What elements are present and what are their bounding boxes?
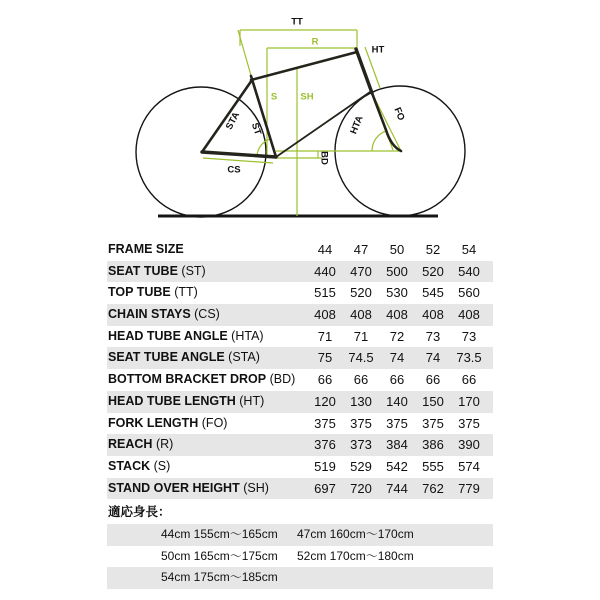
head-tube-angle-arc [372,131,386,151]
label-fo: FO [391,105,407,123]
value-size-47: 520 [350,285,372,301]
row-name: HEAD TUBE ANGLE [108,328,228,343]
value-size-50: 408 [386,307,408,323]
size-47: 47 [353,242,369,257]
seat-stay [202,80,252,152]
value-size-44: 515 [314,285,336,301]
row-name: STACK [108,458,151,473]
value-size-47: 130 [350,393,372,409]
fit-row-1 [107,524,493,546]
row-abbr: (S) [153,458,171,473]
spec-row-stand-over-height [107,478,493,500]
row-name: HEAD TUBE LENGTH [108,393,236,408]
value-size-54: 779 [458,480,480,496]
label-r: R [311,36,319,48]
value-size-44: 376 [314,437,336,453]
row-abbr: (CS) [194,307,220,322]
label-sh: SH [300,91,314,103]
value-size-44: 66 [317,372,333,388]
row-name: REACH [108,437,153,452]
size-50: 50 [389,242,405,257]
fit-row-3 [107,567,493,589]
value-size-50: 384 [386,437,408,453]
row-abbr: (R) [155,437,174,452]
label-s: S [270,91,278,103]
fit-entry: 52cm 170cm～180cm [297,548,414,563]
row-abbr: (ST) [181,263,206,278]
value-size-44: 697 [314,480,336,496]
chain-stay-dimension-line [203,158,273,163]
row-label [108,282,198,304]
row-name: SEAT TUBE ANGLE [108,350,225,365]
fit-height-heading-row [107,502,493,524]
fit-height-title: 適応身長： [108,505,171,520]
size-54: 54 [461,242,477,257]
size-52: 52 [425,242,441,257]
spec-row-top-tube [107,282,493,304]
value-size-50: 66 [389,372,405,388]
row-name: SEAT TUBE [108,263,178,278]
label-ht: HT [371,44,385,56]
value-size-47: 529 [350,458,372,474]
value-size-54: 390 [458,437,480,453]
row-label [108,391,264,413]
row-name: STAND OVER HEIGHT [108,480,240,495]
label-sta: STA [223,110,243,132]
spec-row-seat-tube [107,261,493,283]
row-abbr: (HT) [239,393,265,408]
value-size-54: 73.5 [456,350,482,366]
fit-row-2 [107,546,493,568]
value-size-52: 408 [422,307,444,323]
label-hta: HTA [348,114,366,136]
row-abbr: (HTA) [231,328,264,343]
value-size-52: 73 [425,328,441,344]
value-size-52: 66 [425,372,441,388]
value-size-54: 560 [458,285,480,301]
row-label [108,434,173,456]
value-size-47: 408 [350,307,372,323]
value-size-50: 500 [386,263,408,279]
label-tt: TT [291,16,303,28]
row-abbr: (STA) [228,350,260,365]
value-size-54: 574 [458,458,480,474]
value-size-52: 74 [425,350,441,366]
row-label [108,261,206,283]
fit-entry: 47cm 160cm～170cm [297,526,414,541]
value-size-52: 375 [422,415,444,431]
value-size-52: 545 [422,285,444,301]
row-name: BOTTOM BRACKET DROP [108,372,267,387]
row-name: CHAIN STAYS [108,307,191,322]
value-size-47: 375 [350,415,372,431]
fit-entry: 54cm 175cm～185cm [161,570,278,585]
row-abbr: (TT) [174,285,198,300]
diagram-labels [224,17,407,176]
value-size-54: 375 [458,415,480,431]
value-size-44: 75 [317,350,333,366]
fit-entry: 44cm 155cm～165cm [161,526,278,541]
value-size-54: 540 [458,263,480,279]
value-size-50: 542 [386,458,408,474]
row-label [108,369,295,391]
value-size-47: 74.5 [348,350,374,366]
value-size-54: 408 [458,307,480,323]
geometry-table [107,239,493,589]
value-size-52: 520 [422,263,444,279]
chain-stay [202,152,276,157]
frame-size-label [108,239,184,261]
value-size-50: 140 [386,393,408,409]
value-size-50: 744 [386,480,408,496]
spec-row-reach [107,434,493,456]
label-cs: CS [227,164,241,176]
spec-header-row [107,239,493,261]
row-label [108,347,260,369]
value-size-47: 470 [350,263,372,279]
value-size-44: 408 [314,307,336,323]
value-size-47: 71 [353,328,369,344]
row-label [108,478,269,500]
spec-row-fork-length [107,413,493,435]
frame-geometry-diagram [0,0,600,232]
value-size-47: 373 [350,437,372,453]
row-name: TOP TUBE [108,285,171,300]
value-size-50: 72 [389,328,405,344]
spec-row-bottom-bracket-drop [107,369,493,391]
value-size-52: 555 [422,458,444,474]
value-size-44: 375 [314,415,336,431]
size-44: 44 [317,242,333,257]
spec-row-head-tube-angle [107,326,493,348]
row-abbr: (SH) [243,480,269,495]
row-abbr: (FO) [201,415,228,430]
seat-tube-extension-line [238,30,252,79]
value-size-47: 720 [350,480,372,496]
row-label [108,326,264,348]
spec-row-chain-stays [107,304,493,326]
spec-row-head-tube-length [107,391,493,413]
label-st: ST [248,121,264,137]
value-size-44: 120 [314,393,336,409]
value-size-50: 375 [386,415,408,431]
value-size-44: 71 [317,328,333,344]
value-size-47: 66 [353,372,369,388]
value-size-54: 170 [458,393,480,409]
value-size-44: 519 [314,458,336,474]
value-size-52: 762 [422,480,444,496]
row-label [108,304,220,326]
row-name: FORK LENGTH [108,415,199,430]
value-size-44: 440 [314,263,336,279]
head-tube [356,49,372,93]
spec-row-stack [107,456,493,478]
label-bd: BD [318,151,330,165]
value-size-54: 66 [461,372,477,388]
row-label [108,413,227,435]
header-label: FRAME SIZE [108,242,184,256]
value-size-52: 386 [422,437,444,453]
spec-row-seat-tube-angle [107,347,493,369]
row-abbr: (BD) [269,372,296,387]
fit-entry: 50cm 165cm～175cm [161,548,278,563]
value-size-50: 74 [389,350,405,366]
value-size-52: 150 [422,393,444,409]
value-size-54: 73 [461,328,477,344]
value-size-50: 530 [386,285,408,301]
row-label [108,456,170,478]
